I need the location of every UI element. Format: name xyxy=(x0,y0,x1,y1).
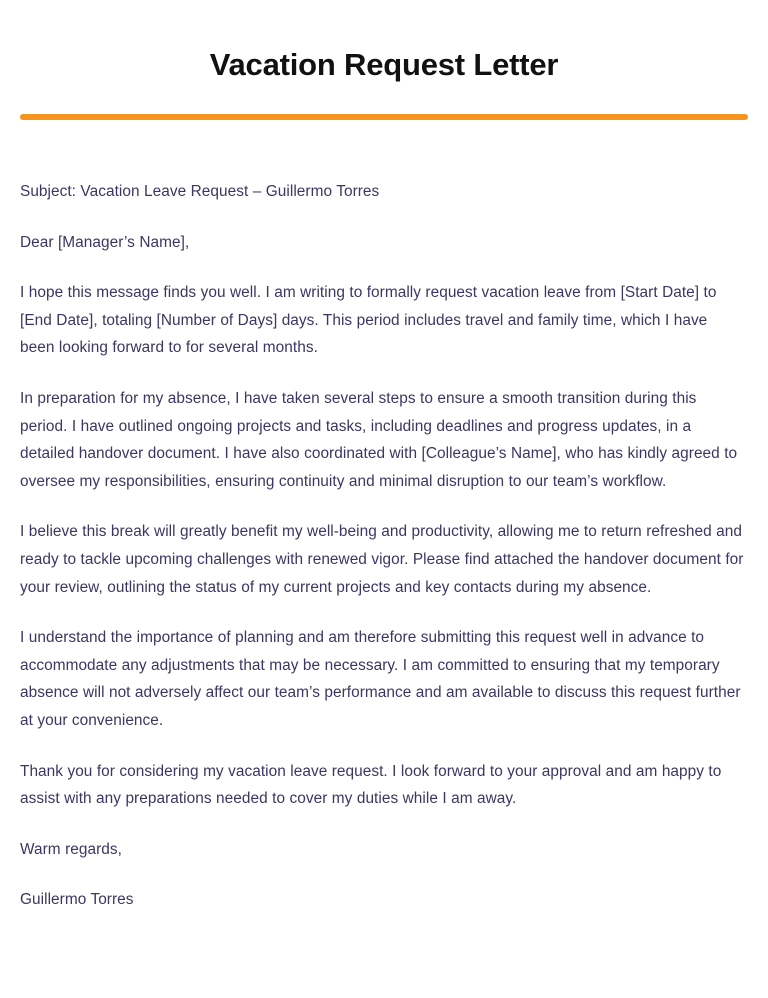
letter-paragraph: I hope this message finds you well. I am writing to formally request vacation leave from [Start Date] to [End Date], totaling [Number of Days] days. This period includes travel and family time, which I have been looking forward to for several months. xyxy=(20,284,717,357)
letter-paragraph: In preparation for my absence, I have taken several steps to ensure a smooth transition during this period. I have outlined ongoing projects and tasks, including deadlines and progress updates, in a detailed handover document. I have also coordinated with [Colleague’s Name], who has kindly agreed to oversee my responsibilities, ensuring continuity and minimal disruption to our team’s workflow. xyxy=(20,389,738,490)
letter-paragraph: Thank you for considering my vacation leave request. I look forward to your approval and am happy to assist with any preparations needed to cover my duties while I am away. xyxy=(20,762,722,808)
signature-name: Guillermo Torres xyxy=(20,891,134,909)
letter-body xyxy=(20,178,746,914)
letter-paragraph: I believe this break will greatly benefit my well-being and productivity, allowing me to return refreshed and ready to tackle upcoming challenges with renewed vigor. Please find attached the handover document for your review, outlining the status of my current projects and key contacts during my absence. xyxy=(20,523,744,596)
closing-line: Warm regards, xyxy=(20,840,122,858)
accent-divider xyxy=(20,114,748,120)
salutation: Dear [Manager’s Name], xyxy=(20,233,190,251)
page-title: Vacation Request Letter xyxy=(209,47,559,82)
subject-line: Subject: Vacation Leave Request – Guillermo Torres xyxy=(20,183,380,200)
letter-paragraph: I understand the importance of planning and am therefore submitting this request well in advance to accommodate any adjustments that may be necessary. I am committed to ensuring that my temporary absence will not adversely affect our team’s performance and am available to discuss this request further at your convenience. xyxy=(20,629,741,729)
